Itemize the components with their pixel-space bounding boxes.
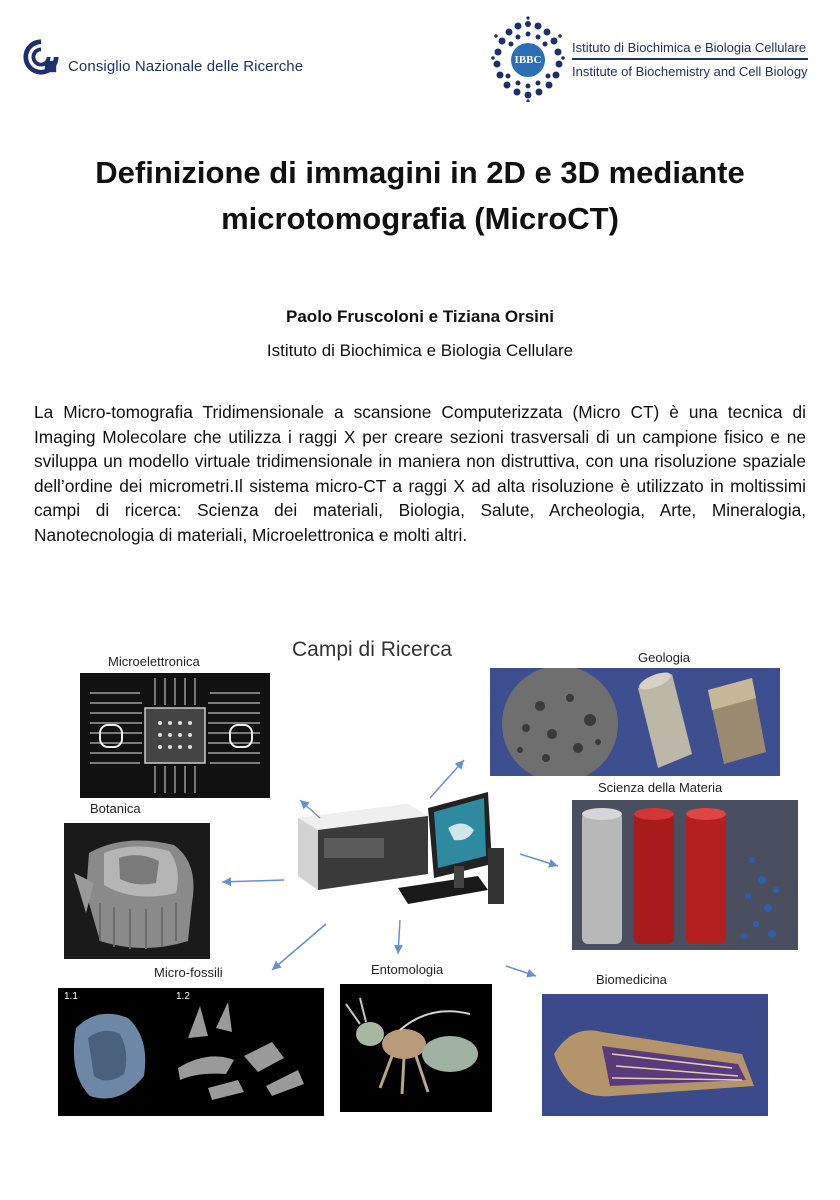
research-fields-figure — [50, 628, 790, 1118]
cnr-name: Consiglio Nazionale delle Ricerche — [68, 57, 304, 75]
cnr-emblem-icon — [22, 38, 60, 76]
caption-entomologia: Entomologia — [371, 962, 444, 977]
title-line-2: microtomografia (MicroCT) — [221, 201, 619, 236]
arrow-to-biomedicina — [506, 966, 536, 976]
caption-geologia: Geologia — [638, 650, 691, 665]
connector-arrows — [50, 628, 790, 1118]
arrow-to-micro-fossili — [272, 924, 326, 970]
abstract-paragraph: La Micro-tomografia Tridimensionale a scansione Computerizzata (Micro CT) è una tecnica di Imaging Molecolare che utilizza i raggi X per creare sezioni trasversali di un campione fisico e ne sviluppa un modello virtuale tridimensionale in maniera non distruttiva, con una risoluzione spaziale dell’ordine dei micrometri.Il sistema micro-CT a raggi X ad alta risoluzione è utilizzato in moltissimi campi di ricerca: Scienza dei materiali, Biologia, Salute, Archeologia, Arte, Mineralogia, Nanotecnologia di materiali, Microelettronica e molti altri. — [34, 402, 806, 545]
arrow-to-microelettronica — [300, 800, 320, 818]
caption-micro-fossili: Micro-fossili — [154, 965, 223, 980]
caption-biomedicina: Biomedicina — [596, 972, 667, 987]
ibbc-name-italian: Istituto di Biochimica e Biologia Cellulare — [572, 40, 808, 60]
authors: Paolo Fruscoloni e Tiziana Orsini — [286, 307, 554, 326]
caption-microelettronica: Microelettronica — [108, 654, 200, 669]
page-title — [30, 150, 810, 242]
institute: Istituto di Biochimica e Biologia Cellulare — [266, 341, 574, 360]
arrow-to-geologia — [430, 760, 464, 798]
title-line-1: Definizione di immagini in 2D e 3D mediante — [95, 155, 745, 190]
arrow-to-botanica — [222, 880, 284, 882]
fossil-label-2: 1.2 — [176, 991, 190, 1002]
ibbc-logo — [490, 16, 808, 102]
ibbc-name-english: Institute of Biochemistry and Cell Biology — [572, 63, 808, 79]
fossil-label-1: 1.1 — [64, 991, 78, 1002]
cnr-logo — [22, 38, 303, 76]
arrow-to-scienza-materia — [520, 854, 558, 866]
caption-botanica: Botanica — [90, 801, 141, 816]
ibbc-abbrev: IBBC — [514, 54, 542, 66]
figure-title: Campi di Ricerca — [292, 638, 452, 661]
caption-scienza-materia: Scienza della Materia — [598, 780, 723, 795]
arrow-to-entomologia — [398, 920, 400, 954]
ibbc-name-block — [572, 40, 808, 79]
